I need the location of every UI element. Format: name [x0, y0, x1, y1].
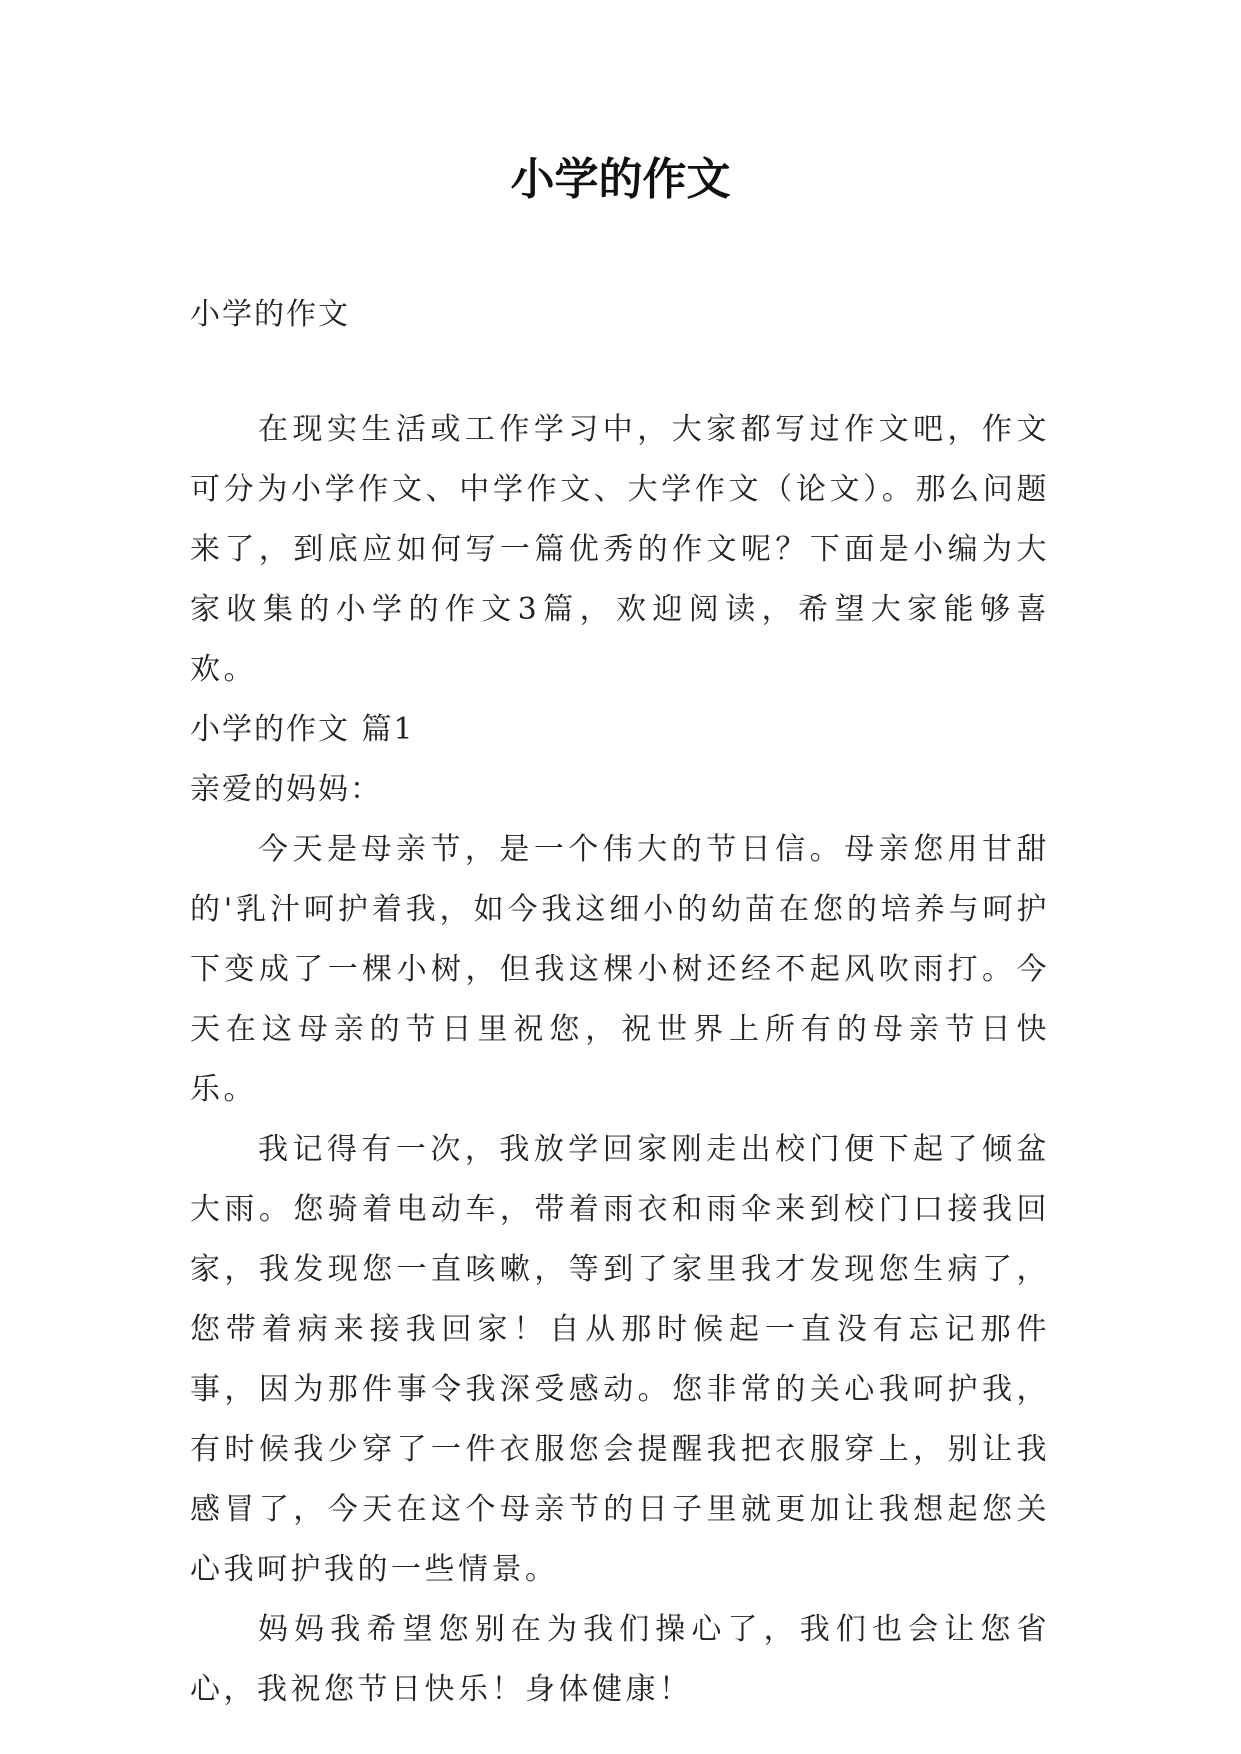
document-body — [190, 400, 1050, 1720]
document-title: 小学的作文 — [510, 154, 731, 205]
body-paragraph: 妈妈我希望您别在为我们操心了，我们也会让您省心，我祝您节日快乐！身体健康！ — [190, 1612, 1050, 1707]
intro-paragraph: 在现实生活或工作学习中，大家都写过作文吧，作文可分为小学作文、中学作文、大学作文（论文）。那么问题来了，到底应如何写一篇优秀的作文呢？下面是小编为大家收集的小学的作文3篇，欢迎阅读，希望大家能够喜欢。 — [190, 412, 1050, 687]
body-paragraph: 今天是母亲节，是一个伟大的节日信。母亲您用甘甜的'乳汁呵护着我，如今我这细小的幼苗在您的培养与呵护下变成了一棵小树，但我这棵小树还经不起风吹雨打。今天在这母亲的节日里祝您，祝世界上所有的母亲节日快乐。 — [190, 832, 1050, 1107]
body-paragraph: 我记得有一次，我放学回家刚走出校门便下起了倾盆大雨。您骑着电动车，带着雨衣和雨伞来到校门口接我回家，我发现您一直咳嗽，等到了家里我才发现您生病了，您带着病来接我回家！自从那时候起一直没有忘记那件事，因为那件事令我深受感动。您非常的关心我呵护我，有时候我少穿了一件衣服您会提醒我把衣服穿上，别让我感冒了，今天在这个母亲节的日子里就更加让我想起您关心我呵护我的一些情景。 — [190, 1132, 1050, 1587]
letter-salutation: 亲爱的妈妈： — [190, 772, 382, 807]
document-subtitle: 小学的作文 — [190, 297, 350, 332]
section-heading: 小学的作文 篇1 — [190, 712, 415, 747]
